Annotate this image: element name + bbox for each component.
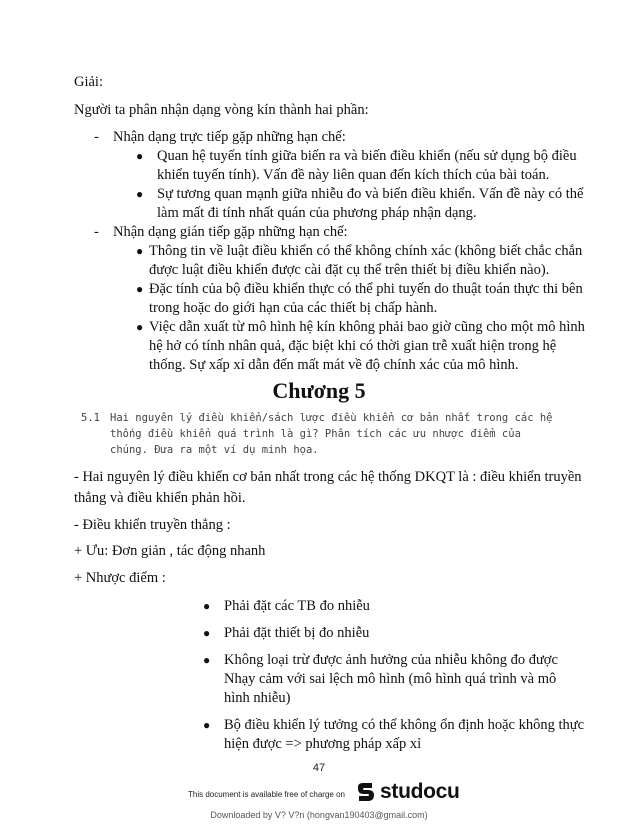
bullet-line: Đặc tính của bộ điều khiển thực có thể phi tuyến do thuật toán thực thi bên bbox=[149, 281, 583, 297]
bullet-icon: ● bbox=[203, 653, 211, 667]
chapter-title: Chương 5 bbox=[272, 378, 366, 403]
bullet-line: được luật điều khiển được cài đặt cụ thể trên thiết bị điều khiển nào). bbox=[149, 262, 550, 278]
studocu-logo-icon bbox=[355, 781, 377, 803]
bullet-icon: ● bbox=[203, 718, 211, 732]
download-note: Downloaded by V? V?n (hongvan190403@gmail.com) bbox=[210, 810, 428, 820]
answer-pros: + Ưu: Đơn giản , tác động nhanh bbox=[74, 543, 266, 559]
studocu-brand: studocu bbox=[380, 780, 460, 803]
bullet-line: làm mất đi tính nhất quán của phương pháp nhận dạng. bbox=[157, 205, 477, 221]
solution-intro: Người ta phân nhận dạng vòng kín thành hai phần: bbox=[74, 102, 369, 118]
bullet-line: hệ hở có tính nhân quả, đặc biệt khi có thời gian trễ xuất hiện trong hệ bbox=[149, 338, 557, 354]
bullet-icon: ● bbox=[136, 320, 144, 334]
bullet-icon: ● bbox=[136, 149, 144, 163]
solution-label: Giải: bbox=[74, 74, 103, 90]
bullet-icon: ● bbox=[136, 187, 144, 201]
bullet-icon: ● bbox=[136, 244, 144, 258]
bullet-line: hiện được => phương pháp xấp xỉ bbox=[224, 736, 422, 752]
exercise-text: Hai nguyên lý điều khiển/sách lược điều khiển cơ bản nhất trong các hệ thống điều khiển quá trình là gì? Phân tích các ưu nhược điểm của chúng. Đưa ra một ví dụ minh họa. bbox=[110, 412, 553, 456]
studocu-logo[interactable] bbox=[355, 780, 460, 804]
bullet-line: khiển tuyến tính). Vấn đề này liên quan đến kích thích của bài toán. bbox=[157, 167, 550, 183]
page-number: 47 bbox=[312, 762, 326, 774]
bullet-line: Sự tương quan mạnh giữa nhiễu đo và biến điều khiển. Vấn đề này có thể bbox=[157, 186, 584, 202]
exercise-number: 5.1 bbox=[81, 412, 100, 424]
answer-line: thẳng và điều khiển phản hồi. bbox=[74, 490, 246, 506]
bullet-line: Không loại trừ được ảnh hưởng của nhiễu không đo được bbox=[224, 652, 558, 668]
bullet-line: Việc dẫn xuất từ mô hình hệ kín không phải bao giờ cũng cho một mô hình bbox=[149, 319, 585, 335]
part-title: Nhận dạng gián tiếp gặp những hạn chế: bbox=[113, 224, 348, 240]
bullet-line: thống. Sự xấp xỉ dẫn đến mất mát về độ chính xác của mô hình. bbox=[149, 357, 519, 373]
bullet-line: Bộ điều khiển lý tưởng có thể không ổn định hoặc không thực bbox=[224, 717, 585, 733]
bullet-line: trong hoặc do giới hạn của các thiết bị chấp hành. bbox=[149, 300, 438, 316]
part-title: Nhận dạng trực tiếp gặp những hạn chế: bbox=[113, 129, 346, 145]
bullet-icon: ● bbox=[203, 626, 211, 640]
availability-note: This document is available free of charge on bbox=[188, 790, 345, 799]
bullet-line: Nhạy cảm với sai lệch mô hình (mô hình quá trình và mô bbox=[224, 671, 557, 687]
answer-heading: - Điều khiển truyền thẳng : bbox=[74, 517, 231, 533]
bullet-line: Thông tin về luật điều khiển có thể không chính xác (không biết chắc chắn bbox=[149, 243, 583, 259]
bullet-icon: ● bbox=[136, 282, 144, 296]
dash-marker: - bbox=[94, 129, 99, 145]
answer-line: - Hai nguyên lý điều khiển cơ bản nhất trong các hệ thống DKQT là : điều khiển truyền bbox=[74, 469, 582, 485]
bullet-line: Quan hệ tuyến tính giữa biến ra và biến điều khiển (nếu sử dụng bộ điều bbox=[157, 148, 577, 164]
dash-marker: - bbox=[94, 224, 99, 240]
exercise-question bbox=[82, 410, 562, 458]
bullet-line: Phải đặt thiết bị đo nhiễu bbox=[224, 625, 370, 641]
answer-cons: + Nhược điểm : bbox=[74, 570, 166, 586]
bullet-icon: ● bbox=[203, 599, 211, 613]
bullet-line: hình nhiễu) bbox=[224, 690, 291, 706]
bullet-line: Phải đặt các TB đo nhiễu bbox=[224, 598, 370, 614]
